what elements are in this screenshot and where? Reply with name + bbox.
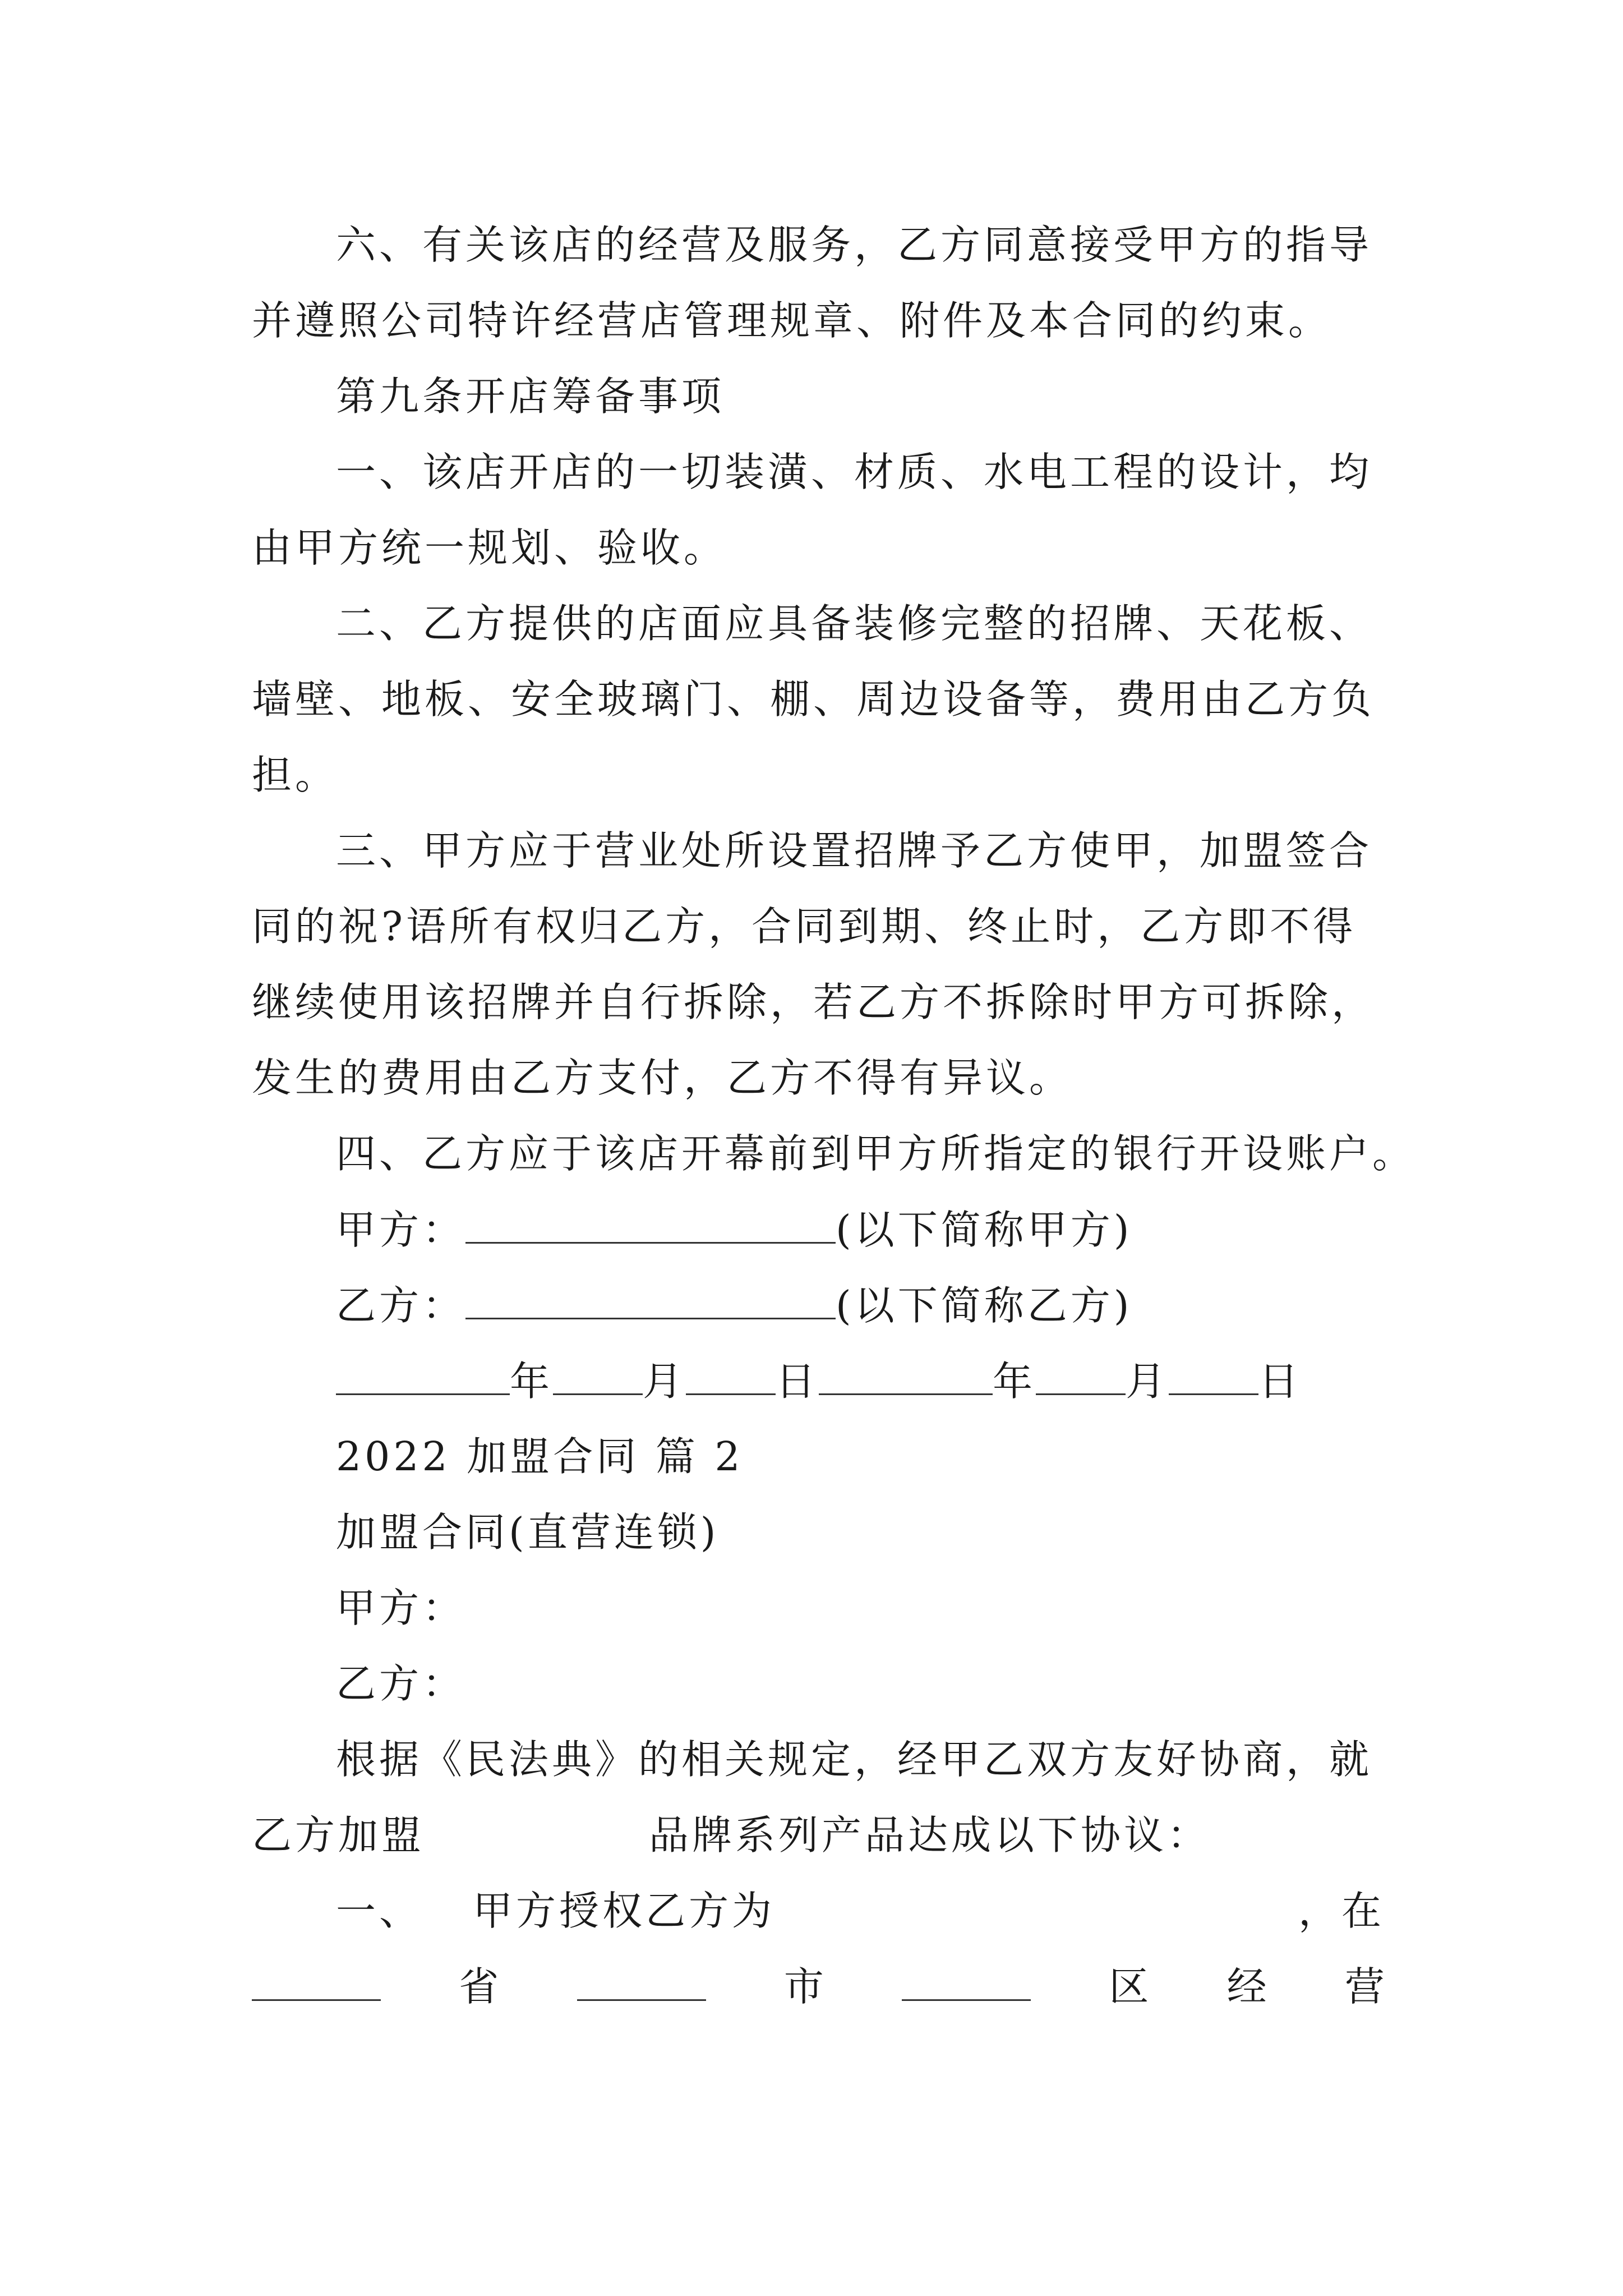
party-b-line: 乙方： bbox=[336, 1660, 466, 1707]
city-blank[interactable] bbox=[577, 1964, 706, 2001]
district-label: 区 bbox=[1109, 1963, 1149, 2010]
ying-label: 营 bbox=[1344, 1963, 1385, 2010]
party-a-label: 甲方： bbox=[336, 1207, 466, 1253]
paragraph-line: 并遵照公司特许经营店管理规章、附件及本合同的约束。 bbox=[252, 297, 1332, 344]
party-b-signature-line bbox=[336, 1283, 1469, 1328]
section-heading: 2022 加盟合同 篇 2 bbox=[336, 1433, 744, 1480]
province-label: 省 bbox=[459, 1963, 499, 2010]
clause-1-line bbox=[336, 1889, 1385, 1934]
paragraph-line: 同的祝?语所有权归乙方，合同到期、终止时，乙方即不得 bbox=[252, 903, 1357, 950]
paragraph-line: 一、该店开店的一切装潢、材质、水电工程的设计，均 bbox=[336, 449, 1373, 495]
jing-label: 经 bbox=[1227, 1963, 1267, 2010]
intro-brand-prefix: 乙方加盟 bbox=[252, 1812, 425, 1858]
party-b-label: 乙方： bbox=[336, 1282, 466, 1329]
paragraph-line: 三、甲方应于营业处所设置招牌予乙方使甲，加盟签合 bbox=[336, 827, 1373, 874]
party-b-suffix: (以下简称乙方) bbox=[836, 1282, 1133, 1329]
clause-1-text: 甲方授权乙方为 bbox=[473, 1888, 776, 1934]
party-a-signature-line bbox=[336, 1207, 1469, 1253]
party-b-blank[interactable] bbox=[465, 1283, 836, 1319]
clause-1-end: ，在 bbox=[1298, 1888, 1385, 1934]
intro-line-2 bbox=[252, 1813, 1385, 1858]
paragraph-line: 由甲方统一规划、验收。 bbox=[252, 524, 727, 571]
paragraph-line: 发生的费用由乙方支付，乙方不得有异议。 bbox=[252, 1055, 1073, 1101]
year-blank[interactable] bbox=[336, 1359, 510, 1395]
day-blank-2[interactable] bbox=[1169, 1359, 1258, 1395]
paragraph-line: 继续使用该招牌并自行拆除，若乙方不拆除时甲方可拆除， bbox=[252, 979, 1375, 1025]
year-blank-2[interactable] bbox=[819, 1359, 993, 1395]
intro-line: 根据《民法典》的相关规定，经甲乙双方友好协商，就 bbox=[336, 1736, 1373, 1783]
month-blank[interactable] bbox=[553, 1359, 643, 1395]
location-line bbox=[252, 1964, 1385, 2009]
paragraph-line: 二、乙方提供的店面应具备装修完整的招牌、天花板、 bbox=[336, 600, 1373, 647]
day-label: 日 bbox=[776, 1358, 819, 1405]
month-label: 月 bbox=[643, 1358, 686, 1405]
date-line bbox=[336, 1359, 1469, 1404]
district-blank[interactable] bbox=[902, 1964, 1031, 2001]
paragraph-line: 六、有关该店的经营及服务，乙方同意接受甲方的指导 bbox=[336, 222, 1373, 268]
paragraph-line: 担。 bbox=[252, 752, 339, 798]
paragraph-line: 四、乙方应于该店开幕前到甲方所指定的银行开设账户。 bbox=[336, 1130, 1416, 1177]
city-label: 市 bbox=[783, 1963, 824, 2010]
contract-subtitle: 加盟合同(直营连锁) bbox=[336, 1509, 720, 1556]
party-a-suffix: (以下简称甲方) bbox=[836, 1207, 1133, 1253]
month-label-2: 月 bbox=[1126, 1358, 1169, 1405]
day-blank[interactable] bbox=[686, 1359, 776, 1395]
paragraph-line: 墙壁、地板、安全玻璃门、棚、周边设备等，费用由乙方负 bbox=[252, 676, 1375, 723]
party-a-blank[interactable] bbox=[465, 1207, 836, 1244]
day-label-2: 日 bbox=[1258, 1358, 1302, 1405]
clause-1-number: 一、 bbox=[336, 1888, 423, 1934]
province-blank[interactable] bbox=[252, 1964, 381, 2001]
year-label-2: 年 bbox=[993, 1358, 1036, 1405]
year-label: 年 bbox=[510, 1358, 554, 1405]
month-blank-2[interactable] bbox=[1036, 1359, 1126, 1395]
intro-brand-suffix: 品牌系列产品达成以下协议： bbox=[649, 1812, 1211, 1858]
article-heading: 第九条开店筹备事项 bbox=[336, 373, 725, 420]
party-a-line: 甲方： bbox=[336, 1585, 466, 1631]
